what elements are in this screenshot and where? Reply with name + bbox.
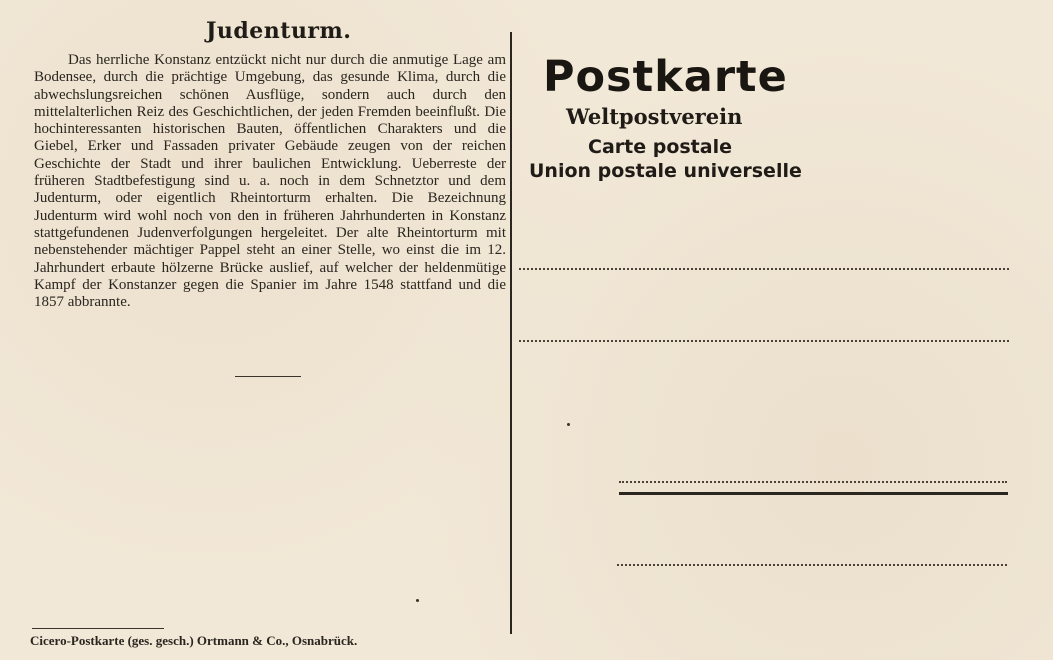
footer-rule: [32, 628, 164, 629]
carte-postale-label: Carte postale: [588, 136, 732, 158]
text-title: Judenturm.: [206, 18, 352, 44]
end-of-text-rule: [235, 376, 301, 377]
union-postale-label: Union postale universelle: [529, 160, 802, 182]
center-divider-line: [510, 32, 512, 634]
weltpostverein-label: Weltpostverein: [566, 104, 743, 129]
postkarte-heading: Postkarte: [543, 52, 788, 102]
publisher-credit: Cicero-Postkarte (ges. gesch.) Ortmann & Co., Osnabrück.: [30, 633, 358, 648]
address-line-1: [519, 268, 1009, 270]
address-line-2: [519, 340, 1009, 342]
address-line-3: [619, 481, 1007, 483]
address-line-4: [617, 564, 1007, 566]
ink-speck: [416, 599, 419, 602]
description-text-block: [34, 52, 506, 311]
address-underline: [619, 492, 1008, 495]
description-paragraph: Das herrliche Konstanz entzückt nicht nur durch die anmutige Lage am Bodensee, durch die prächtige Umgebung, das gesunde Klima, durch die abwechslungsreichen schönen Ausflüge, sondern auch durch den mittelalterlichen Reiz des Geschichtlichen, der jeden Fremden beeinflußt. Die hochinteressanten historischen Bauten, öffentlichen Charakters und die Giebel, Erker und Fassaden privater Gebäude zeugen von der reichen Geschichte der Stadt und ihrer baulichen Entwicklung. Ueberreste der früheren Stadtbefestigung sind u. a. noch in dem Schnetztor und dem Judenturm, oder eigentlich Rheintorturm erhalten. Die Bezeichnung Judenturm wird wohl noch von den in früheren Jahrhunderten in Konstanz stattgefundenen Judenverfolgungen hergeleitet. Der alte Rheintorturm mit nebenstehender mächtiger Pappel steht an einer Stelle, wo einst die im 12. Jahrhundert erbaute hölzerne Brücke auslief, auf welcher der heldenmütige Kampf der Konstanzer gegen die Spanier im Jahre 1548 stattfand und die 1857 abbrannte.: [34, 52, 506, 311]
ink-speck: [567, 423, 570, 426]
